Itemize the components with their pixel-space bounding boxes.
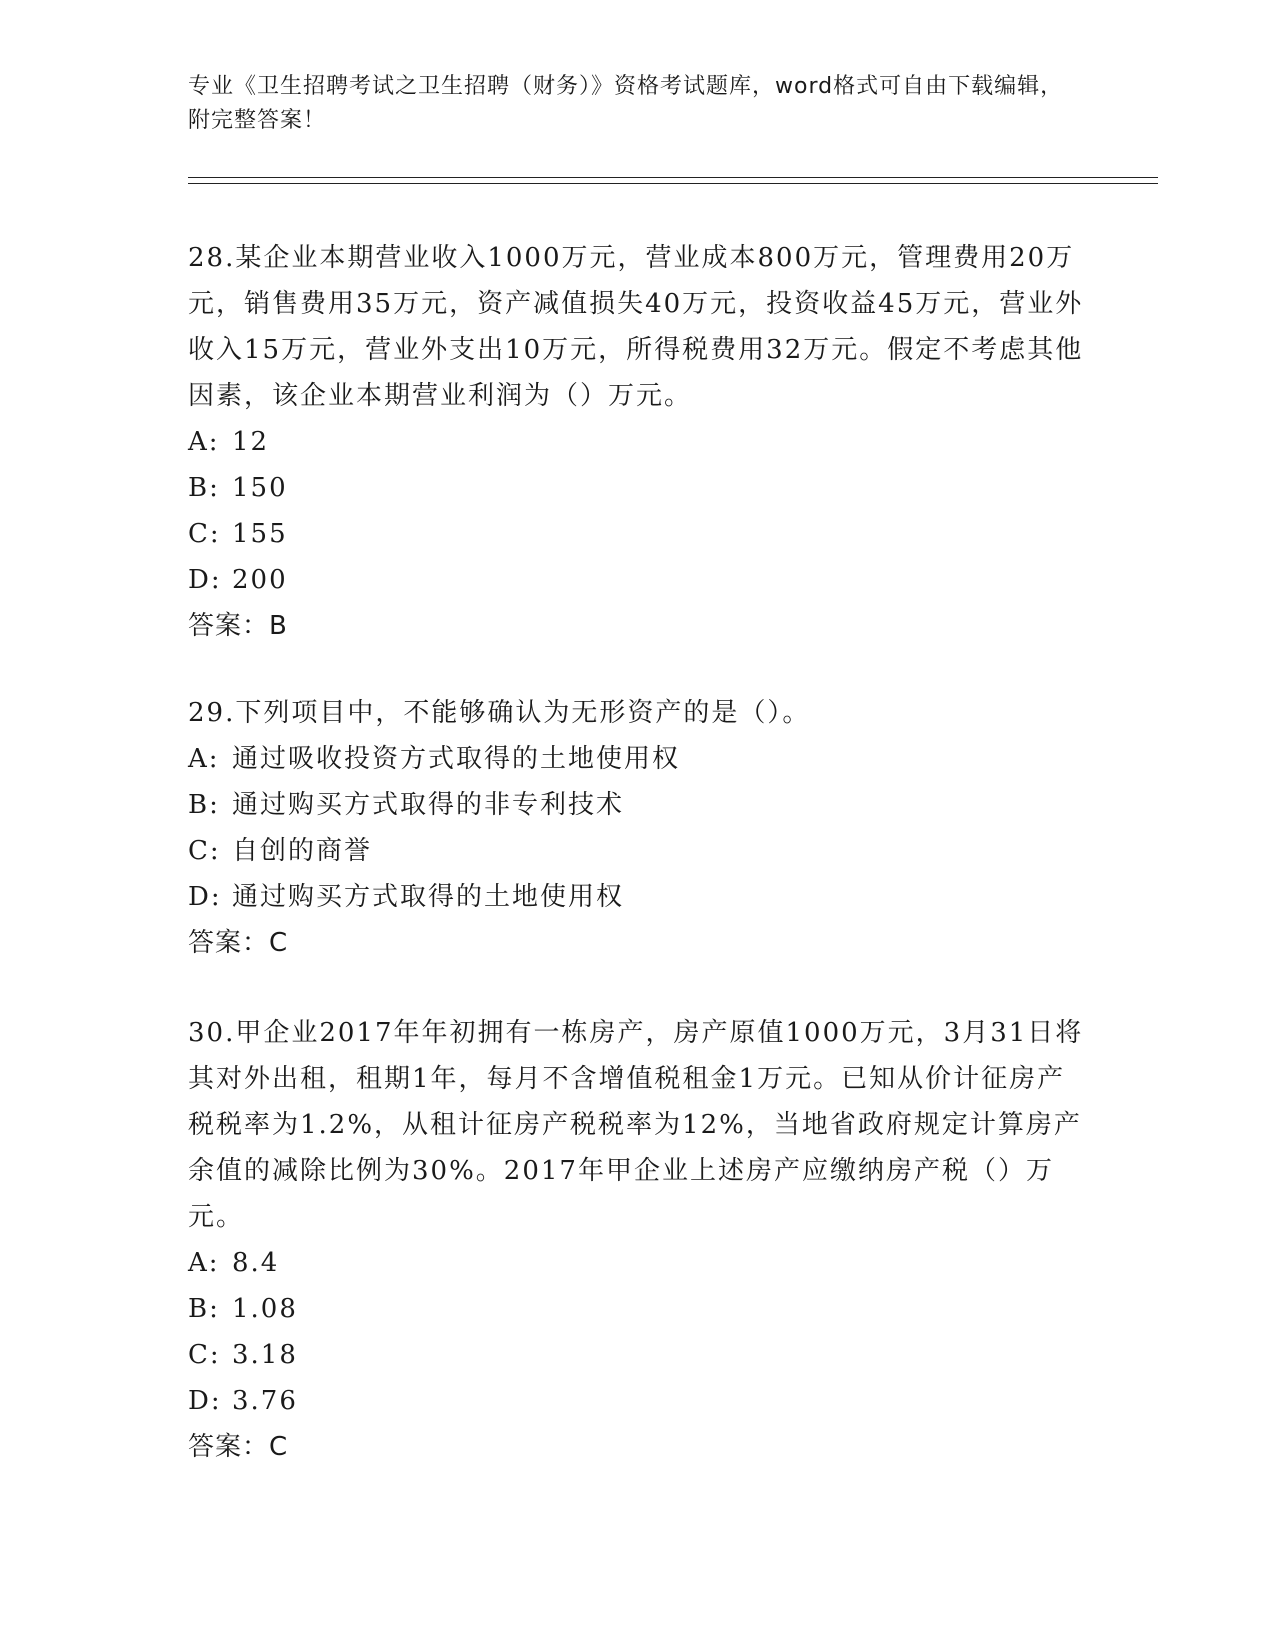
option-c <box>188 511 1088 557</box>
option-c <box>188 1332 1088 1378</box>
option-d <box>188 1378 1088 1424</box>
option-letter: A: <box>188 744 220 774</box>
option-d <box>188 557 1088 603</box>
option-text: 通过购买方式取得的土地使用权 <box>232 882 625 912</box>
option-text: 12 <box>232 427 270 457</box>
answer-line: 答案：C <box>188 928 289 958</box>
option-letter: D: <box>188 882 222 912</box>
option-letter: A: <box>188 427 220 457</box>
question-30 <box>188 1010 1088 1470</box>
option-d <box>188 874 1088 920</box>
option-text: 200 <box>232 565 288 595</box>
option-text: 1.08 <box>232 1294 298 1324</box>
option-a <box>188 736 1088 782</box>
option-text: 155 <box>232 519 288 549</box>
option-text: 自创的商誉 <box>232 836 373 866</box>
option-letter: C: <box>188 1340 221 1370</box>
document-header: 专业《卫生招聘考试之卫生招聘（财务）》资格考试题库，word格式可自由下载编辑，附完整答案！ <box>188 74 1064 133</box>
option-b <box>188 782 1088 828</box>
option-a <box>188 419 1088 465</box>
answer-line: 答案：B <box>188 611 288 641</box>
header-divider-bottom <box>188 183 1158 184</box>
question-28 <box>188 235 1088 649</box>
option-text: 150 <box>232 473 288 503</box>
option-text: 8.4 <box>232 1248 280 1278</box>
question-29 <box>188 690 1088 966</box>
option-c <box>188 828 1088 874</box>
option-text: 3.76 <box>232 1386 298 1416</box>
question-stem: 30.甲企业2017年年初拥有一栋房产，房产原值1000万元，3月31日将其对外出租，租期1年，每月不含增值税租金1万元。已知从价计征房产税税率为1.2%，从租计征房产税税率为12%，当地省政府规定计算房产余值的减除比例为30%。2017年甲企业上述房产应缴纳房产税（）万元。 <box>188 1018 1084 1232</box>
option-b <box>188 465 1088 511</box>
option-letter: D: <box>188 1386 222 1416</box>
option-text: 通过购买方式取得的非专利技术 <box>232 790 625 820</box>
option-letter: A: <box>188 1248 220 1278</box>
option-text: 3.18 <box>232 1340 298 1370</box>
option-letter: C: <box>188 519 221 549</box>
option-text: 通过吸收投资方式取得的土地使用权 <box>232 744 681 774</box>
question-stem: 29.下列项目中，不能够确认为无形资产的是（）。 <box>188 698 811 728</box>
question-stem: 28.某企业本期营业收入1000万元，营业成本800万元，管理费用20万元，销售费用35万元，资产减值损失40万元，投资收益45万元，营业外收入15万元，营业外支出10万元，所得税费用32万元。假定不考虑其他因素，该企业本期营业利润为（）万元。 <box>188 243 1084 411</box>
option-letter: B: <box>188 790 220 820</box>
header-divider-top <box>188 177 1158 178</box>
option-b <box>188 1286 1088 1332</box>
option-letter: C: <box>188 836 221 866</box>
answer-line: 答案：C <box>188 1432 289 1462</box>
option-letter: B: <box>188 1294 220 1324</box>
option-letter: B: <box>188 473 220 503</box>
option-a <box>188 1240 1088 1286</box>
option-letter: D: <box>188 565 222 595</box>
